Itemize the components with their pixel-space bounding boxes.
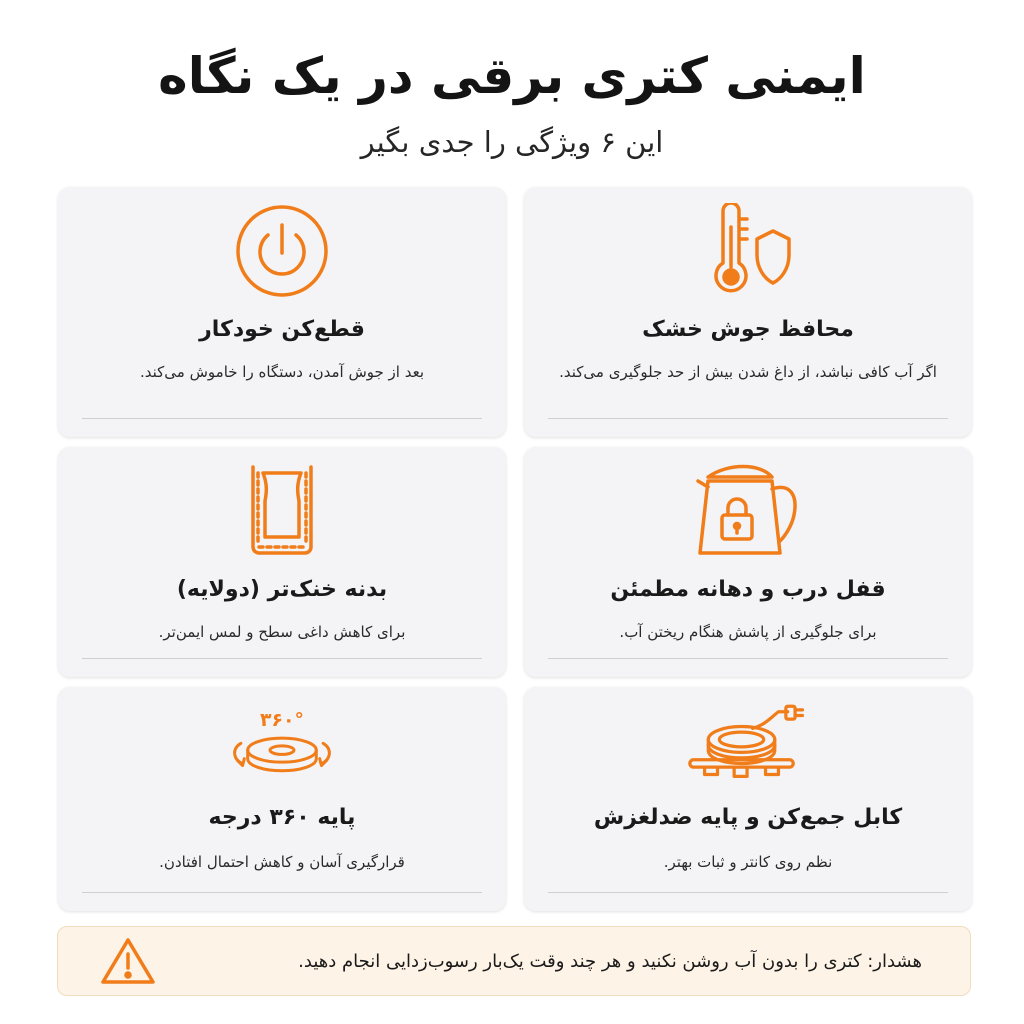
features-grid [58, 187, 972, 911]
cord-base-icon [688, 697, 808, 793]
card-divider [548, 418, 948, 419]
page-subtitle: این ۶ ویژگی را جدی بگیر [360, 125, 664, 159]
warning-banner [57, 926, 971, 996]
power-icon [222, 201, 342, 301]
card-divider [82, 892, 482, 893]
card-divider [548, 892, 948, 893]
feature-title: قفل درب و دهانه مطمئن [610, 577, 886, 602]
feature-card-auto-shutoff [58, 187, 506, 437]
feature-title: محافظ جوش خشک [642, 317, 854, 342]
page-title: ایمنی کتری برقی در یک نگاه [158, 47, 866, 105]
kettle-lock-icon [688, 461, 808, 561]
feature-card-lid-lock [524, 447, 972, 677]
feature-description: برای جلوگیری از پاشش هنگام ریختن آب. [619, 623, 877, 641]
feature-description: بعد از جوش آمدن، دستگاه را خاموش می‌کند. [139, 363, 425, 381]
warning-triangle-icon [98, 935, 158, 987]
warning-text: هشدار: کتری را بدون آب روشن نکنید و هر چند وقت یک‌بار رسوب‌زدایی انجام دهید. [298, 950, 922, 972]
feature-title: کابل جمع‌کن و پایه ضدلغزش [593, 805, 903, 830]
rotating-base-360-icon [222, 697, 342, 793]
feature-description: قرارگیری آسان و کاهش احتمال افتادن. [159, 853, 405, 871]
feature-card-dry-boil [524, 187, 972, 437]
feature-title: بدنه خنک‌تر (دولایه) [176, 577, 388, 602]
feature-card-cord-base [524, 687, 972, 911]
feature-card-360-base [58, 687, 506, 911]
feature-card-cool-body [58, 447, 506, 677]
thermometer-shield-icon [688, 201, 808, 301]
feature-description: برای کاهش داغی سطح و لمس ایمن‌تر. [158, 623, 406, 641]
card-divider [548, 658, 948, 659]
feature-description: اگر آب کافی نباشد، از داغ شدن بیش از حد جلوگیری می‌کند. [559, 363, 937, 381]
rotation-degree-label: ۳۶۰° [260, 710, 304, 732]
feature-title: پایه ۳۶۰ درجه [208, 805, 356, 830]
feature-title: قطع‌کن خودکار [199, 317, 365, 342]
double-wall-body-icon [222, 461, 342, 561]
feature-description: نظم روی کانتر و ثبات بهتر. [663, 853, 833, 871]
card-divider [82, 418, 482, 419]
card-divider [82, 658, 482, 659]
